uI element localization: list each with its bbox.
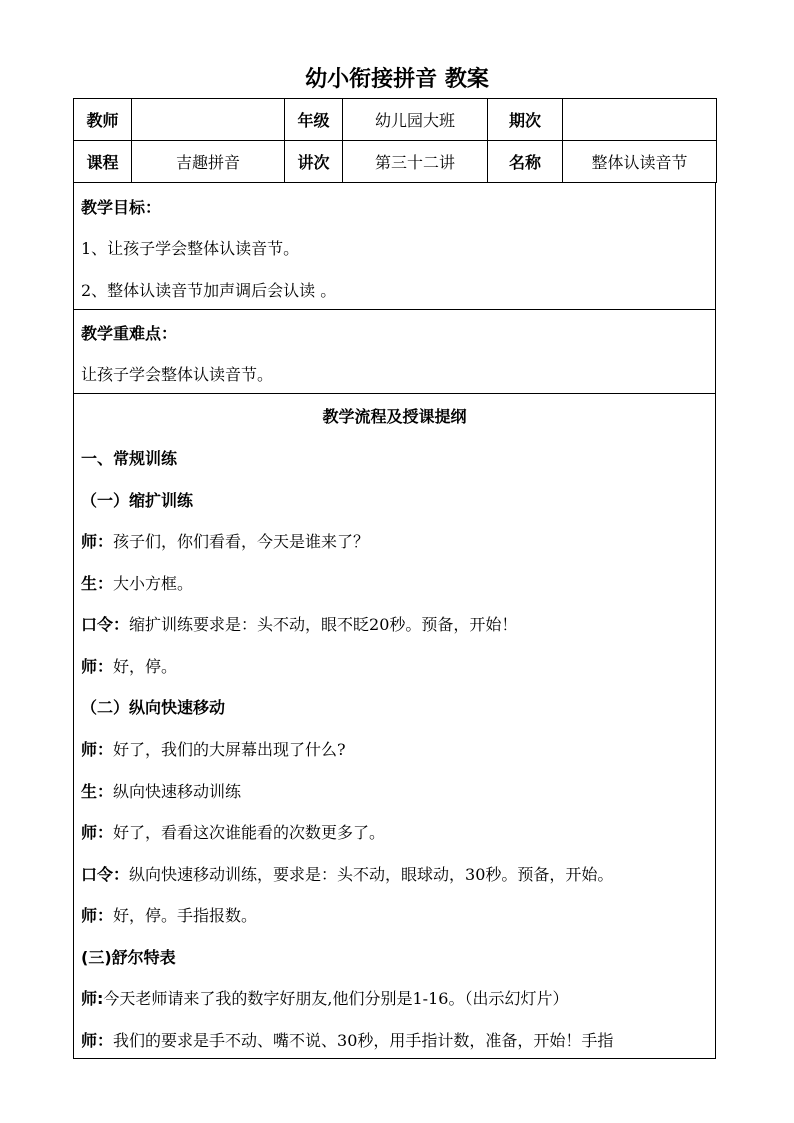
dialogue-line: 口令：纵向快速移动训练，要求是：头不动，眼球动，30秒。预备，开始。: [81, 865, 614, 884]
subsection-heading: （一）缩扩训练: [81, 491, 194, 510]
goal-item: 2、整体认读音节加声调后会认读 。: [81, 281, 337, 300]
dialogue-line: 师：好了，我们的大屏幕出现了什么?: [81, 740, 346, 759]
name-label: 名称: [488, 141, 563, 183]
dialogue-line: 师：我们的要求是手不动、嘴不说、30秒，用手指计数，准备，开始！手指: [81, 1031, 614, 1050]
teacher-label: 教师: [74, 99, 132, 141]
dialogue-line: 生：大小方框。: [81, 574, 194, 593]
dialogue-line: 生：纵向快速移动训练: [81, 782, 242, 801]
grade-label: 年级: [285, 99, 343, 141]
name-value: 整体认读音节: [563, 141, 717, 183]
dialogue-line: 师:今天老师请来了我的数字好朋友,他们分别是1-16。（出示幻灯片）: [81, 989, 569, 1008]
info-row-1: [74, 99, 717, 141]
period-label: 期次: [488, 99, 563, 141]
teaching-goals-section: [73, 183, 716, 310]
teaching-flow-section: [73, 393, 716, 1059]
info-row-2: [74, 141, 717, 183]
subsection-heading: （二）纵向快速移动: [81, 698, 226, 717]
goals-heading: 教学目标：: [81, 198, 162, 217]
key-difficulty-section: [73, 309, 716, 394]
difficulty-heading: 教学重难点：: [81, 324, 178, 343]
difficulty-text: 让孩子学会整体认读音节。: [81, 365, 274, 384]
dialogue-line: 师：好，停。手指报数。: [81, 906, 258, 925]
course-label: 课程: [74, 141, 132, 183]
period-value: [563, 99, 717, 141]
dialogue-line: 师：好，停。: [81, 657, 178, 676]
lesson-info-table: [73, 98, 717, 183]
page-title: 幼小衔接拼音 教案: [305, 67, 489, 92]
grade-value: 幼儿园大班: [343, 99, 488, 141]
lesson-label: 讲次: [285, 141, 343, 183]
subsection-heading: (三)舒尔特表: [81, 948, 176, 967]
teacher-value: [132, 99, 285, 141]
flow-heading: 教学流程及授课提纲: [322, 407, 467, 426]
section-heading: 一、常规训练: [81, 449, 178, 468]
course-value: 吉趣拼音: [132, 141, 285, 183]
dialogue-line: 口令：缩扩训练要求是：头不动，眼不眨20秒。预备，开始！: [81, 615, 518, 634]
goal-item: 1、让孩子学会整体认读音节。: [81, 239, 300, 258]
lesson-value: 第三十二讲: [343, 141, 488, 183]
dialogue-line: 师：孩子们，你们看看，今天是谁来了？: [81, 532, 370, 551]
dialogue-line: 师：好了，看看这次谁能看的次数更多了。: [81, 823, 386, 842]
